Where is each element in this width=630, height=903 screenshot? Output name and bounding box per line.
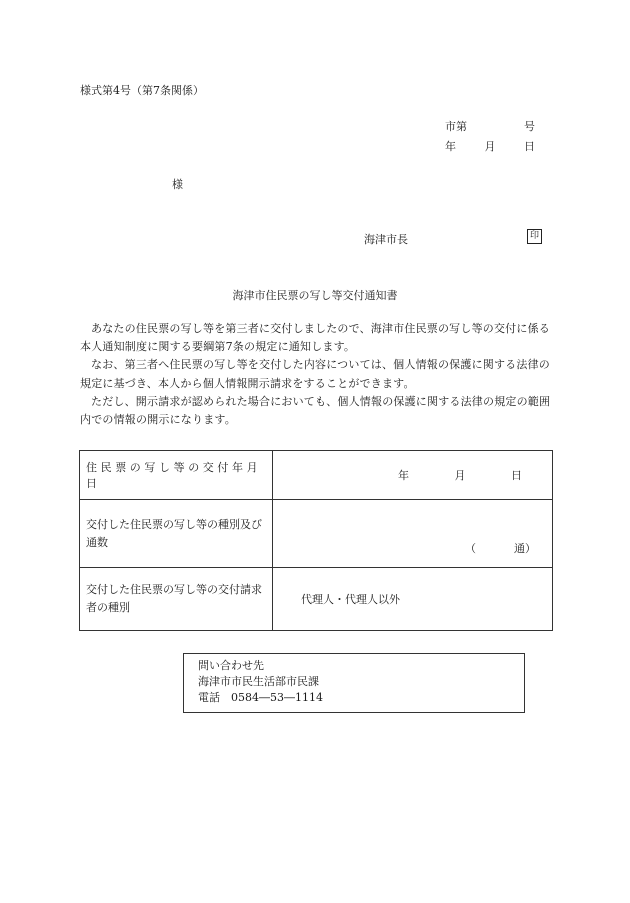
form-number: 様式第4号（第7条関係） xyxy=(80,84,204,97)
contact-box xyxy=(183,653,525,713)
document-type-label: 交付した住民票の写し等の種別及び通数 xyxy=(80,500,273,568)
paragraph-notice: あなたの住民票の写し等を第三者に交付しましたので、海津市住民票の写し等の交付に係る本人通知制度に関する要綱第7条の規定に通知します。 xyxy=(80,322,550,354)
notice-body xyxy=(80,320,555,429)
document-number-suffix: 号 xyxy=(524,120,535,133)
requester-type-value: 代理人・代理人以外 xyxy=(273,568,553,631)
issue-date-day: 日 xyxy=(511,469,522,482)
date-month: 月 xyxy=(484,140,496,153)
date-year: 年 xyxy=(445,140,456,153)
issue-date-month: 月 xyxy=(454,469,466,482)
contact-heading: 問い合わせ先 xyxy=(198,659,264,672)
paragraph-disclosure: なお、第三者へ住民票の写し等を交付した内容については、個人情報の保護に関する法律の規定に基づき、本人から個人情報開示請求をすることができます。 xyxy=(80,358,550,390)
addressee: 様 xyxy=(172,178,183,191)
issue-date-label: 住民票の写し等の交付年月日 xyxy=(80,451,273,500)
issue-date-value xyxy=(273,451,553,500)
table-row xyxy=(80,568,553,631)
document-number-prefix: 市第 xyxy=(445,120,467,133)
contact-phone: 電話 0584―53―1114 xyxy=(198,691,323,704)
count-open-paren: （ xyxy=(465,542,476,555)
paragraph-limitation: ただし、開示請求が認められた場合においても、個人情報の保護に関する法律の規定の範囲内での情報の開示になります。 xyxy=(80,394,551,427)
requester-type-label: 交付した住民票の写し等の交付請求者の種別 xyxy=(80,568,273,631)
document-number-block xyxy=(445,118,535,158)
issuance-details-table xyxy=(79,450,553,631)
table-row xyxy=(80,451,553,500)
table-row xyxy=(80,500,553,568)
date-day: 日 xyxy=(524,140,535,153)
contact-department: 海津市市民生活部市民課 xyxy=(198,675,319,688)
document-title: 海津市住民票の写し等交付通知書 xyxy=(232,289,398,302)
document-count-value xyxy=(273,500,553,568)
seal-mark: 印 xyxy=(527,229,542,244)
count-unit: 通） xyxy=(514,542,536,555)
issue-date-year: 年 xyxy=(398,469,409,482)
mayor-title: 海津市長 xyxy=(364,233,408,246)
